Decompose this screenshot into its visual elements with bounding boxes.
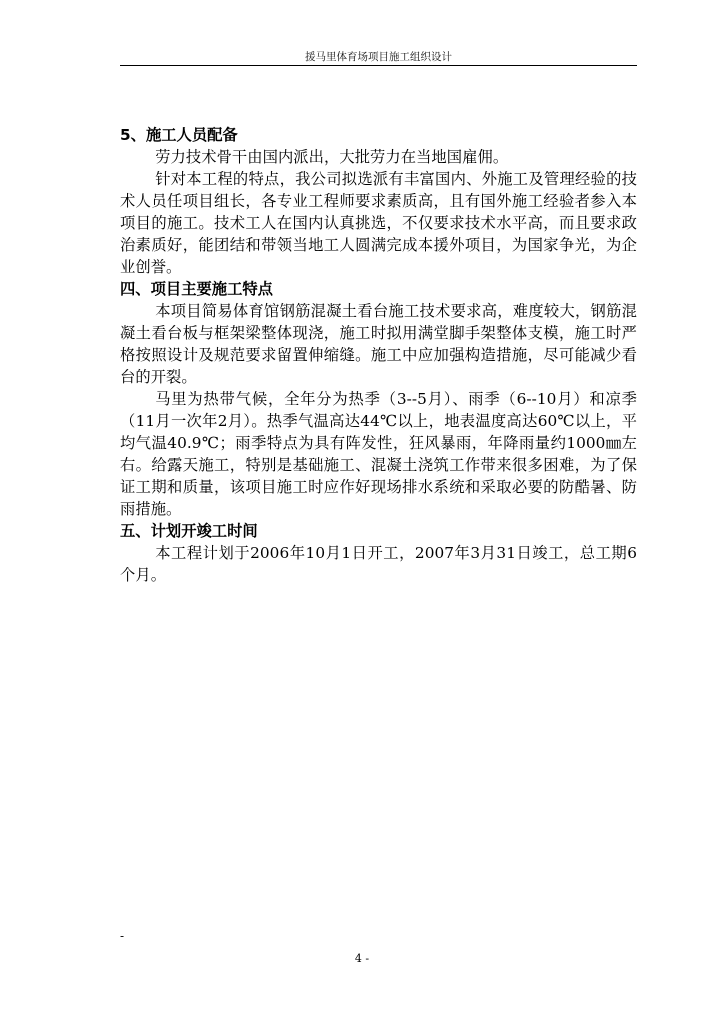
page-number: 4 - (354, 952, 370, 965)
paragraph: 本项目简易体育馆钢筋混凝土看台施工技术要求高，难度较大，钢筋混凝土看台板与框架梁整体现浇，施工时拟用满堂脚手架整体支模，施工时严格按照设计及规范要求留置伸缩缝。施工中应加强构造措施，尽可能减少看台的开裂。 (120, 302, 637, 386)
paragraph: 马里为热带气候，全年分为热季（3--5月）、雨季（6--10月）和凉季（11月一次年2月）。热季气温高达44℃以上，地表温度高达60℃以上，平均气温40.9℃；雨季特点为具有阵发性，狂风暴雨，年降雨量约1000㎜左右。给露天施工，特别是基础施工、混凝土浇筑工作带来很多困难，为了保证工期和质量，该项目施工时应作好现场排水系统和采取必要的防酷暑、防雨措施。 (120, 390, 637, 518)
paragraph: 本工程计划于2006年10月1日开工，2007年3月31日竣工，总工期6个月。 (120, 544, 637, 584)
document-body (120, 124, 637, 586)
header-divider (120, 65, 637, 66)
footer-mark: - (120, 929, 125, 943)
page-header-title: 援马里体育场项目施工组织设计 (305, 51, 452, 63)
section-heading-staffing: 5、施工人员配备 (120, 126, 238, 144)
section-heading-schedule: 五、计划开竣工时间 (120, 522, 258, 540)
paragraph: 劳力技术骨干由国内派出，大批劳力在当地国雇佣。 (155, 148, 509, 166)
paragraph: 针对本工程的特点，我公司拟选派有丰富国内、外施工及管理经验的技术人员任项目组长，各专业工程师要求素质高，且有国外施工经验者参入本项目的施工。技术工人在国内认真挑选，不仅要求技术水平高，而且要求政治素质好，能团结和带领当地工人圆满完成本援外项目，为国家争光，为企业创誉。 (120, 170, 637, 276)
section-heading-features: 四、项目主要施工特点 (120, 280, 273, 298)
